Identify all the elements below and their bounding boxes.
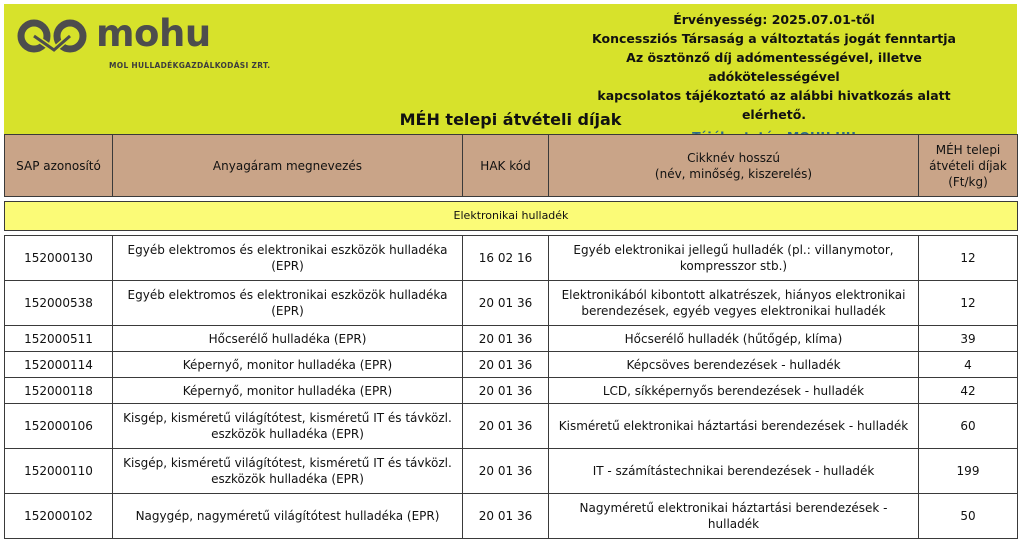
cell-sap: 152000114 bbox=[5, 352, 113, 378]
rights-note: Koncessziós Társaság a változtatás jogát fenntartja bbox=[592, 31, 956, 46]
cell-item: IT - számítástechnikai berendezések - hulladék bbox=[549, 449, 919, 494]
header-banner bbox=[4, 4, 1017, 134]
cell-fee: 39 bbox=[919, 326, 1018, 352]
cell-item: Elektronikából kibontott alkatrészek, hiányos elektronikai berendezések, egyéb vegyes elektronikai hulladék bbox=[549, 281, 919, 326]
cell-hak: 20 01 36 bbox=[463, 449, 549, 494]
cell-hak: 16 02 16 bbox=[463, 236, 549, 281]
cell-material: Egyéb elektromos és elektronikai eszközök hulladéka (EPR) bbox=[113, 236, 463, 281]
cell-material: Kisgép, kisméretű világítótest, kisméretű IT és távközl. eszközök hulladéka (EPR) bbox=[113, 404, 463, 449]
cell-item: Hőcserélő hulladék (hűtőgép, klíma) bbox=[549, 326, 919, 352]
brand-name: mohu bbox=[96, 12, 211, 55]
cell-hak: 20 01 36 bbox=[463, 404, 549, 449]
category-label: Elektronikai hulladék bbox=[5, 202, 1018, 231]
table-row bbox=[5, 404, 1018, 449]
fee-table bbox=[4, 134, 1018, 539]
table-row bbox=[5, 326, 1018, 352]
table-row bbox=[5, 494, 1018, 539]
cell-sap: 152000130 bbox=[5, 236, 113, 281]
cell-fee: 50 bbox=[919, 494, 1018, 539]
cell-item: Kisméretű elektronikai háztartási berendezések - hulladék bbox=[549, 404, 919, 449]
cell-material: Hőcserélő hulladéka (EPR) bbox=[113, 326, 463, 352]
cell-fee: 60 bbox=[919, 404, 1018, 449]
table-row bbox=[5, 352, 1018, 378]
brand-subtitle: MOL HULLADÉKGAZDÁLKODÁSI ZRT. bbox=[109, 61, 271, 70]
mohu-logo bbox=[14, 12, 271, 70]
cell-hak: 20 01 36 bbox=[463, 326, 549, 352]
col-header-sap: SAP azonosító bbox=[5, 135, 113, 197]
cell-sap: 152000538 bbox=[5, 281, 113, 326]
cell-hak: 20 01 36 bbox=[463, 352, 549, 378]
cell-material: Kisgép, kisméretű világítótest, kisméretű IT és távközl. eszközök hulladéka (EPR) bbox=[113, 449, 463, 494]
validity-date: Érvényesség: 2025.07.01-től bbox=[673, 12, 875, 27]
cell-item: Egyéb elektronikai jellegű hulladék (pl.: villanymotor, kompresszor stb.) bbox=[549, 236, 919, 281]
cell-sap: 152000102 bbox=[5, 494, 113, 539]
table-row bbox=[5, 281, 1018, 326]
page-title: MÉH telepi átvételi díjak bbox=[399, 110, 622, 129]
tax-note-line2: kapcsolatos tájékoztató az alábbi hivatkozás alatt elérhető. bbox=[597, 88, 951, 122]
cell-item: Képcsöves berendezések - hulladék bbox=[549, 352, 919, 378]
col-header-hak: HAK kód bbox=[463, 135, 549, 197]
table-header-row bbox=[5, 135, 1018, 197]
table-row bbox=[5, 236, 1018, 281]
cell-hak: 20 01 36 bbox=[463, 281, 549, 326]
cell-material: Egyéb elektromos és elektronikai eszközök hulladéka (EPR) bbox=[113, 281, 463, 326]
table-row bbox=[5, 449, 1018, 494]
cell-sap: 152000110 bbox=[5, 449, 113, 494]
cell-fee: 4 bbox=[919, 352, 1018, 378]
col-header-item: Cikknév hosszú (név, minőség, kiszerelés) bbox=[549, 135, 919, 197]
cell-material: Képernyő, monitor hulladéka (EPR) bbox=[113, 352, 463, 378]
table-row bbox=[5, 378, 1018, 404]
cell-sap: 152000106 bbox=[5, 404, 113, 449]
cell-fee: 42 bbox=[919, 378, 1018, 404]
cell-item: Nagyméretű elektronikai háztartási berendezések - hulladék bbox=[549, 494, 919, 539]
cell-item: LCD, síkképernyős berendezések - hulladék bbox=[549, 378, 919, 404]
col-header-fee: MÉH telepi átvételi díjak (Ft/kg) bbox=[919, 135, 1018, 197]
tax-note-line1: Az ösztönző díj adómentességével, illetve adókötelességével bbox=[626, 50, 922, 84]
cell-hak: 20 01 36 bbox=[463, 494, 549, 539]
mohu-logo-icon bbox=[14, 16, 92, 56]
cell-material: Képernyő, monitor hulladéka (EPR) bbox=[113, 378, 463, 404]
cell-sap: 152000511 bbox=[5, 326, 113, 352]
cell-fee: 199 bbox=[919, 449, 1018, 494]
cell-hak: 20 01 36 bbox=[463, 378, 549, 404]
cell-fee: 12 bbox=[919, 236, 1018, 281]
cell-fee: 12 bbox=[919, 281, 1018, 326]
cell-sap: 152000118 bbox=[5, 378, 113, 404]
col-header-material: Anyagáram megnevezés bbox=[113, 135, 463, 197]
cell-material: Nagygép, nagyméretű világítótest hulladéka (EPR) bbox=[113, 494, 463, 539]
category-row bbox=[5, 202, 1018, 231]
